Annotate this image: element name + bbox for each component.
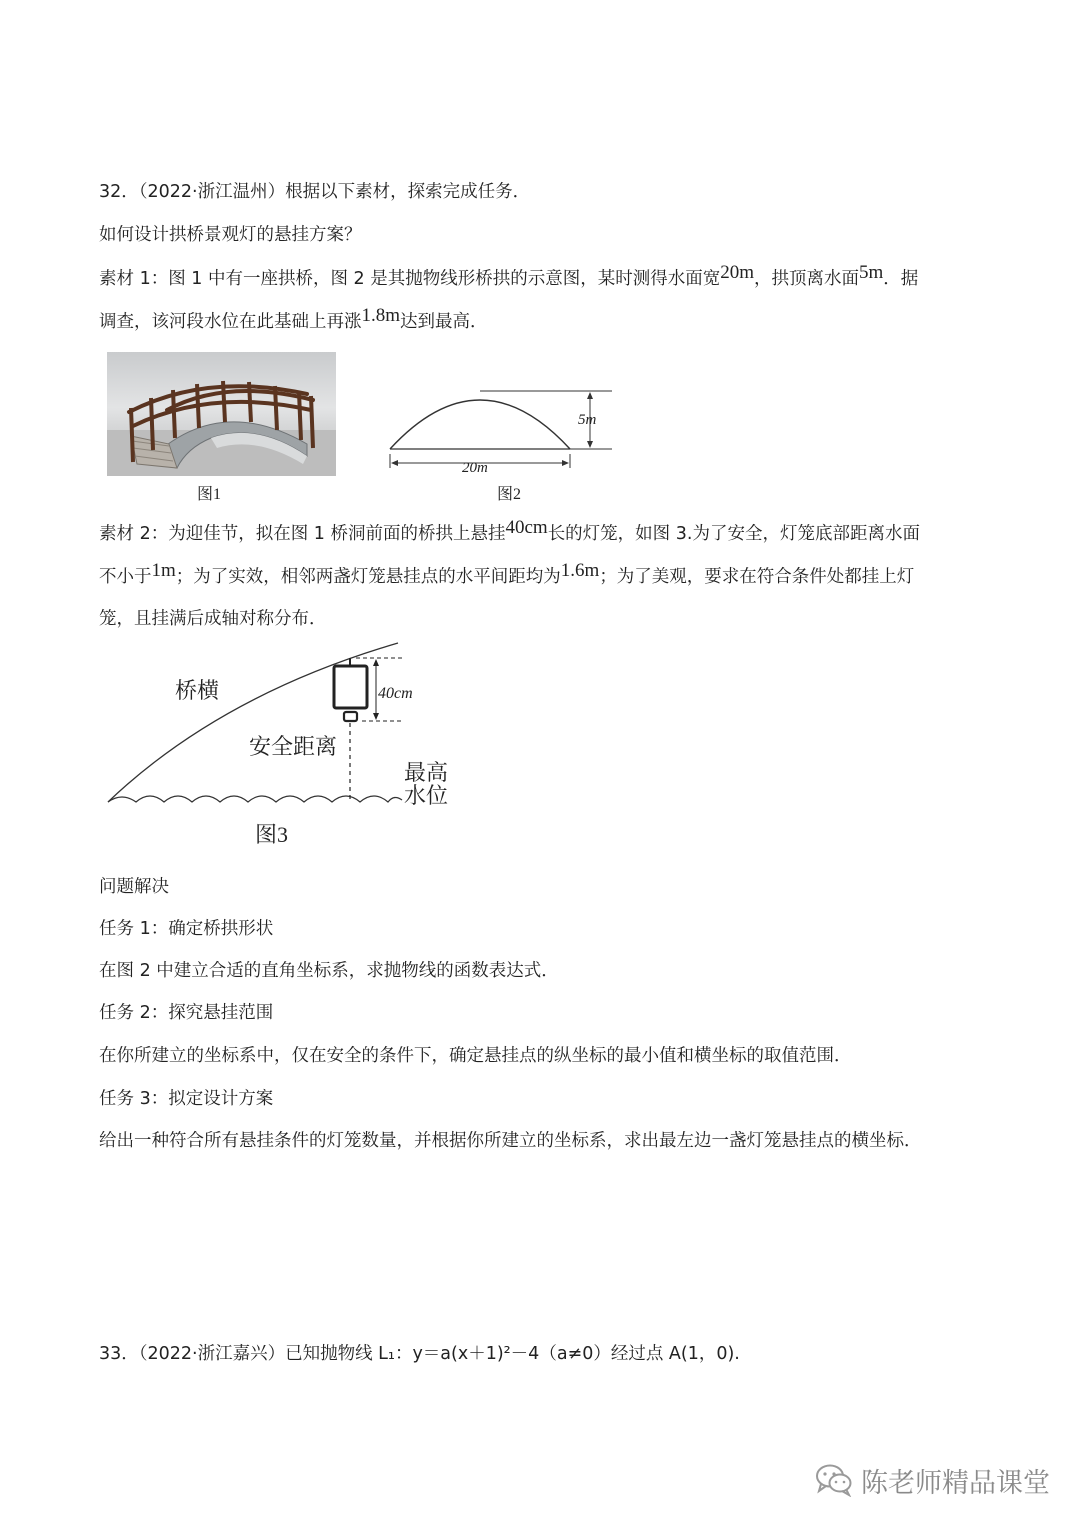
figure-3-water-label-1: 最高 <box>404 760 449 785</box>
material2-lantern-length: 40cm <box>505 517 548 538</box>
task2-text: 在你所建立的坐标系中，仅在安全的条件下，确定悬挂点的纵坐标的最小值和横坐标的取值范围． <box>99 1046 852 1066</box>
material1-rise-value: 1.8m <box>361 305 401 326</box>
figure-3-lantern-diagram <box>100 640 470 855</box>
figure-2-height-label: 5m <box>578 412 597 428</box>
figure-3-lantern-label: 40cm <box>378 685 413 702</box>
material1-width-value: 20m <box>720 262 754 283</box>
task2-title: 任务 2：探究悬挂范围 <box>99 1003 274 1023</box>
material2-spacing: 1.6m <box>560 560 600 581</box>
material1-line1: 素材 1：图 1 中有一座拱桥，图 2 是其抛物线形桥拱的示意图，某时测得水面宽20m，拱顶离水面5m．据 <box>99 262 919 289</box>
figure-1-bridge-photo <box>107 352 336 476</box>
figure-1-label: 图1 <box>197 486 222 503</box>
material1-height-value: 5m <box>859 262 884 283</box>
material2-line2: 不小于1m；为了实效，相邻两盏灯笼悬挂点的水平间距均为1.6m；为了美观，要求在符合条件处都挂上灯 <box>99 560 915 587</box>
figure-3-safety-label: 安全距离 <box>249 734 338 759</box>
q33-heading: 33．（2022·浙江嘉兴）已知抛物线 L₁：y＝a(x＋1)²－4（a≠0）经过点 A(1，0). <box>99 1344 740 1364</box>
watermark-text: 陈老师精品课堂 <box>861 1467 1050 1499</box>
figure-3-bridge-label: 桥横 <box>175 678 220 703</box>
task3-text: 给出一种符合所有悬挂条件的灯笼数量，并根据你所建立的坐标系，求出最左边一盏灯笼悬挂点的横坐标． <box>99 1131 922 1151</box>
task1-title: 任务 1：确定桥拱形状 <box>99 919 274 939</box>
material2-min-distance: 1m <box>151 560 176 581</box>
figure-2-width-label: 20m <box>462 460 488 476</box>
q32-heading: 32．（2022·浙江温州）根据以下素材，探索完成任务． <box>99 182 531 202</box>
figure-3-label: 图3 <box>255 822 289 847</box>
task1-text: 在图 2 中建立合适的直角坐标系，求抛物线的函数表达式． <box>99 961 559 981</box>
q32-question: 如何设计拱桥景观灯的悬挂方案？ <box>99 225 362 245</box>
figure-3-water-label-2: 水位 <box>404 783 449 808</box>
watermark <box>815 1458 1050 1502</box>
material2-line3: 笼，且挂满后成轴对称分布． <box>99 609 327 629</box>
material2-line1: 素材 2：为迎佳节，拟在图 1 桥洞前面的桥拱上悬挂40cm长的灯笼，如图 3.为了安全，灯笼底部距离水面 <box>99 517 920 544</box>
task3-title: 任务 3：拟定设计方案 <box>99 1089 274 1109</box>
material1-line2: 调查，该河段水位在此基础上再涨1.8m达到最高． <box>99 305 488 332</box>
figure-2-label: 图2 <box>497 486 522 503</box>
solve-heading: 问题解决 <box>99 877 169 897</box>
wechat-icon <box>815 1463 853 1497</box>
